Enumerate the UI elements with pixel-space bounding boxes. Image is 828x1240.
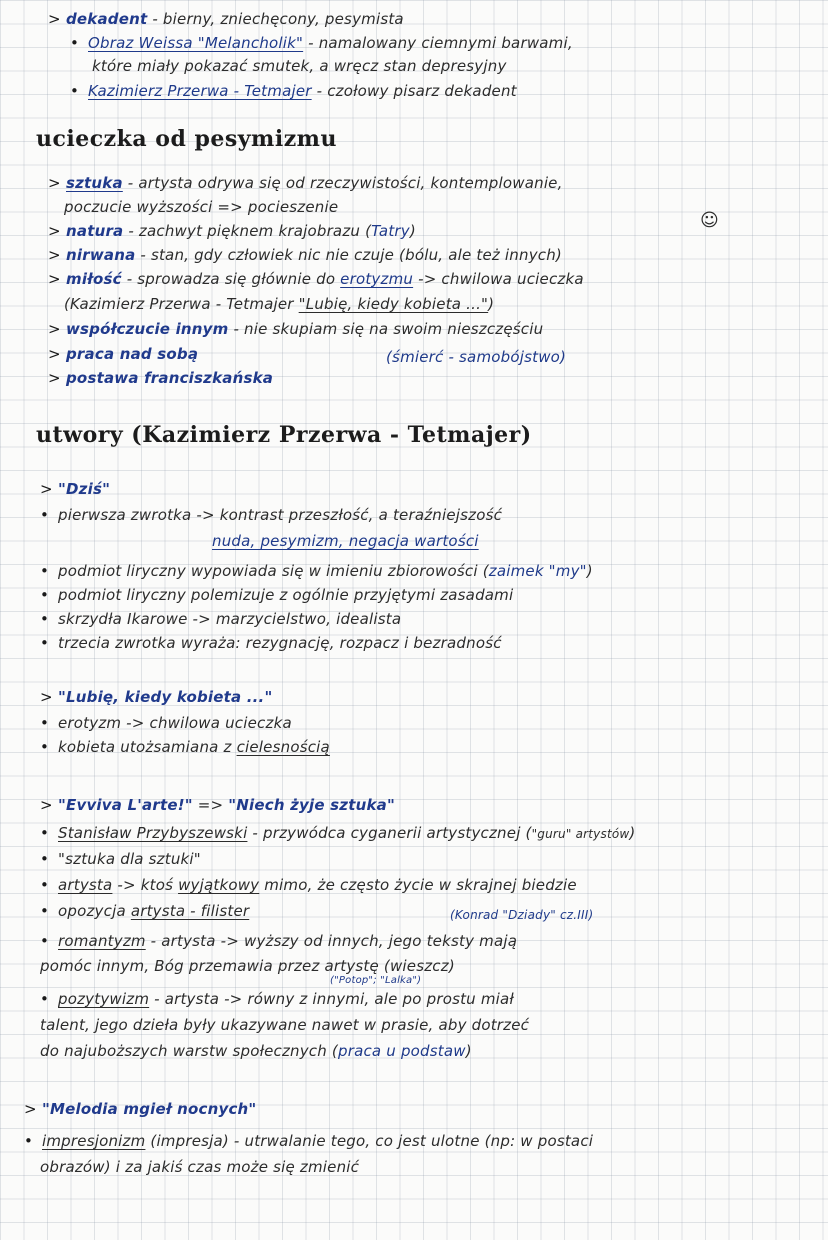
definition-text: (Kazimierz Przerwa - Tetmajer bbox=[64, 295, 299, 313]
poem-title-lubie: "Lubię, kiedy kobieta ..." bbox=[58, 688, 273, 706]
side-note: (Konrad "Dziady" cz.III) bbox=[450, 908, 594, 922]
dzis-b2 bbox=[40, 560, 593, 582]
guru-note: "guru" artystów bbox=[531, 827, 630, 841]
definition-text: które miały pokazać smutek, a wręcz stan depresyjny bbox=[92, 57, 507, 75]
arrow-marker: > bbox=[48, 222, 61, 240]
line-sztuka bbox=[48, 172, 563, 194]
evviva-b5-cont bbox=[40, 955, 455, 977]
term-tatry: Tatry bbox=[371, 222, 410, 240]
arrow-marker: > bbox=[24, 1100, 37, 1118]
bullet-dot: • bbox=[40, 932, 50, 950]
term-sztuka: sztuka bbox=[66, 174, 123, 192]
zaimek-note: zaimek "my" bbox=[488, 562, 587, 580]
line-weiss bbox=[70, 32, 573, 54]
paren: ) bbox=[488, 295, 495, 313]
side-note: ("Potop"; "Lalka") bbox=[330, 975, 422, 986]
evviva-b6-cont1 bbox=[40, 1014, 529, 1036]
arrow-marker: > bbox=[48, 270, 61, 288]
term-dekadent: dekadent bbox=[66, 10, 148, 28]
arrow-marker: > bbox=[48, 320, 61, 338]
line-weiss-cont bbox=[92, 55, 507, 77]
line-praca bbox=[48, 343, 198, 365]
smiley-icon bbox=[700, 210, 719, 232]
arrow-marker: > bbox=[48, 369, 61, 387]
definition-text: - zachwyt pięknem krajobrazu ( bbox=[123, 222, 372, 240]
definition-text: - sprowadza się głównie do bbox=[121, 270, 341, 288]
bullet-text: - artysta -> wyższy od innych, jego teksty mają bbox=[145, 932, 518, 950]
bullet-dot: • bbox=[40, 990, 50, 1008]
definition-text: - nie skupiam się na swoim nieszczęściu bbox=[228, 320, 544, 338]
term-romantyzm: romantyzm bbox=[58, 932, 146, 950]
lubie-b1 bbox=[40, 712, 292, 734]
line-milosc bbox=[48, 268, 584, 290]
poem-melodia-head bbox=[24, 1098, 256, 1120]
bullet-dot: • bbox=[40, 876, 50, 894]
bullet-dot: • bbox=[24, 1132, 34, 1150]
term-wspolczucie: współczucie innym bbox=[66, 320, 229, 338]
term-erotyzm: erotyzmu bbox=[340, 270, 414, 288]
term-impresjonizm: impresjonizm bbox=[42, 1132, 146, 1150]
bullet-subtext: nuda, pesymizm, negacja wartości bbox=[212, 532, 479, 550]
term-tetmajer: Kazimierz Przerwa - Tetmajer bbox=[88, 82, 312, 100]
side-note: (śmierć - samobójstwo) bbox=[386, 348, 567, 366]
definition-text: poczucie wyższości => pocieszenie bbox=[64, 198, 339, 216]
bullet-text: podmiot liryczny polemizuje z ogólnie przyjętymi zasadami bbox=[58, 586, 514, 604]
arrow-connector: => bbox=[192, 796, 229, 814]
dzis-b1-sub bbox=[212, 530, 479, 552]
evviva-b6 bbox=[40, 988, 514, 1010]
poem-lubie-head bbox=[40, 686, 272, 708]
term-postawa-franciszkanska: postawa franciszkańska bbox=[66, 369, 274, 387]
bullet-dot: • bbox=[40, 562, 50, 580]
arrow-marker: > bbox=[48, 10, 61, 28]
dzis-b1 bbox=[40, 504, 502, 526]
evviva-b4 bbox=[40, 900, 249, 922]
bullet-dot: • bbox=[40, 634, 50, 652]
dzis-b4 bbox=[40, 608, 401, 630]
line-nirwana bbox=[48, 244, 562, 266]
arrow-marker: > bbox=[40, 796, 53, 814]
note-konrad bbox=[450, 904, 593, 926]
paren: ) bbox=[465, 1042, 472, 1060]
bullet-dot: • bbox=[40, 586, 50, 604]
heading-utwory: utwory (Kazimierz Przerwa - Tetmajer) bbox=[36, 422, 532, 448]
poem-title-dzis: "Dziś" bbox=[58, 480, 111, 498]
bullet-dot: • bbox=[70, 34, 80, 52]
line-postawa bbox=[48, 367, 273, 389]
evviva-b5 bbox=[40, 930, 517, 952]
heading-ucieczka: ucieczka od pesymizmu bbox=[36, 126, 337, 152]
term-praca-nad-soba: praca nad sobą bbox=[66, 345, 199, 363]
bullet-dot: • bbox=[40, 824, 50, 842]
bullet-text: pomóc innym, Bóg przemawia przez artystę (wieszcz) bbox=[40, 957, 455, 975]
term-cielesnosc: cielesnością bbox=[236, 738, 330, 756]
bullet-dot: • bbox=[40, 902, 50, 920]
definition-text: -> chwilowa ucieczka bbox=[413, 270, 584, 288]
dzis-b5 bbox=[40, 632, 502, 654]
poem-dzis-head bbox=[40, 478, 110, 500]
evviva-b3 bbox=[40, 874, 577, 896]
term-przybyszewski: Stanisław Przybyszewski bbox=[58, 824, 248, 842]
poem-evviva-head bbox=[40, 794, 395, 816]
bullet-text: opozycja bbox=[58, 902, 131, 920]
bullet-text: pierwsza zwrotka -> kontrast przeszłość, a teraźniejszość bbox=[58, 506, 503, 524]
bullet-text: (impresja) - utrwalanie tego, co jest ulotne (np: w postaci bbox=[145, 1132, 594, 1150]
evviva-b2 bbox=[40, 848, 201, 870]
line-wspolczucie bbox=[48, 318, 543, 340]
poem-reference: "Lubię, kiedy kobieta ..." bbox=[298, 295, 489, 313]
bullet-text: - przywódca cyganerii artystycznej ( bbox=[247, 824, 532, 842]
bullet-text: podmiot liryczny wypowiada się w imieniu zbiorowości ( bbox=[58, 562, 489, 580]
definition-text: - artysta odrywa się od rzeczywistości, kontemplowanie, bbox=[122, 174, 563, 192]
arrow-marker: > bbox=[48, 246, 61, 264]
bullet-text: trzecia zwrotka wyraża: rezygnację, rozpacz i bezradność bbox=[58, 634, 502, 652]
term-pozytywizm: pozytywizm bbox=[58, 990, 150, 1008]
melodia-b1 bbox=[24, 1130, 593, 1152]
term-milosc: miłość bbox=[66, 270, 122, 288]
bullet-text: obrazów) i za jakiś czas może się zmienić bbox=[40, 1158, 360, 1176]
term-artysta-filister: artysta - filister bbox=[130, 902, 250, 920]
arrow-marker: > bbox=[40, 688, 53, 706]
poem-title-melodia: "Melodia mgieł nocnych" bbox=[42, 1100, 257, 1118]
bullet-text: kobieta utożsamiana z bbox=[58, 738, 237, 756]
melodia-b1-cont bbox=[40, 1156, 359, 1178]
bullet-dot: • bbox=[70, 82, 80, 100]
definition-text: - bierny, zniechęcony, pesymista bbox=[147, 10, 404, 28]
line-milosc-cont bbox=[64, 293, 494, 315]
dzis-b3 bbox=[40, 584, 513, 606]
bullet-text: -> ktoś bbox=[112, 876, 179, 894]
arrow-marker: > bbox=[40, 480, 53, 498]
evviva-b1 bbox=[40, 822, 635, 845]
term-wyjatkowy: wyjątkowy bbox=[178, 876, 260, 894]
bullet-text: mimo, że często życie w skrajnej biedzie bbox=[259, 876, 577, 894]
lubie-b2 bbox=[40, 736, 330, 758]
term-weiss-painting: Obraz Weissa "Melancholik" bbox=[88, 34, 304, 52]
evviva-b6-cont2 bbox=[40, 1040, 472, 1062]
line-natura bbox=[48, 220, 416, 242]
bullet-text: do najuboższych warstw społecznych ( bbox=[40, 1042, 338, 1060]
bullet-dot: • bbox=[40, 506, 50, 524]
note-smierc bbox=[386, 346, 566, 368]
definition-text: - czołowy pisarz dekadent bbox=[311, 82, 517, 100]
bullet-dot: • bbox=[40, 610, 50, 628]
line-dekadent bbox=[48, 8, 404, 30]
bullet-text: skrzydła Ikarowe -> marzycielstwo, idealista bbox=[58, 610, 402, 628]
term-artysta: artysta bbox=[58, 876, 113, 894]
definition-text: - stan, gdy człowiek nic nie czuje (bólu, ale też innych) bbox=[135, 246, 562, 264]
bullet-dot: • bbox=[40, 850, 50, 868]
term-nirwana: nirwana bbox=[66, 246, 136, 264]
definition-text: - namalowany ciemnymi barwami, bbox=[303, 34, 573, 52]
note-potop-lalka bbox=[330, 975, 421, 987]
term-natura: natura bbox=[66, 222, 124, 240]
poem-title-translation: "Niech żyje sztuka" bbox=[228, 796, 395, 814]
paren: ) bbox=[586, 562, 593, 580]
bullet-text: erotyzm -> chwilowa ucieczka bbox=[58, 714, 292, 732]
arrow-marker: > bbox=[48, 174, 61, 192]
line-tetmajer bbox=[70, 80, 517, 102]
line-sztuka-cont bbox=[64, 196, 338, 218]
paren: ) bbox=[409, 222, 416, 240]
bullet-dot: • bbox=[40, 714, 50, 732]
poem-title-evviva: "Evviva L'arte!" bbox=[58, 796, 193, 814]
term-praca-u-podstaw: praca u podstaw bbox=[338, 1042, 466, 1060]
bullet-text: "sztuka dla sztuki" bbox=[58, 850, 201, 868]
smiley-glyph: ☺ bbox=[700, 210, 719, 231]
bullet-text: talent, jego dzieła były ukazywane nawet w prasie, aby dotrzeć bbox=[40, 1016, 530, 1034]
paren: ) bbox=[629, 824, 636, 842]
bullet-dot: • bbox=[40, 738, 50, 756]
bullet-text: - artysta -> równy z innymi, ale po prostu miał bbox=[149, 990, 514, 1008]
arrow-marker: > bbox=[48, 345, 61, 363]
